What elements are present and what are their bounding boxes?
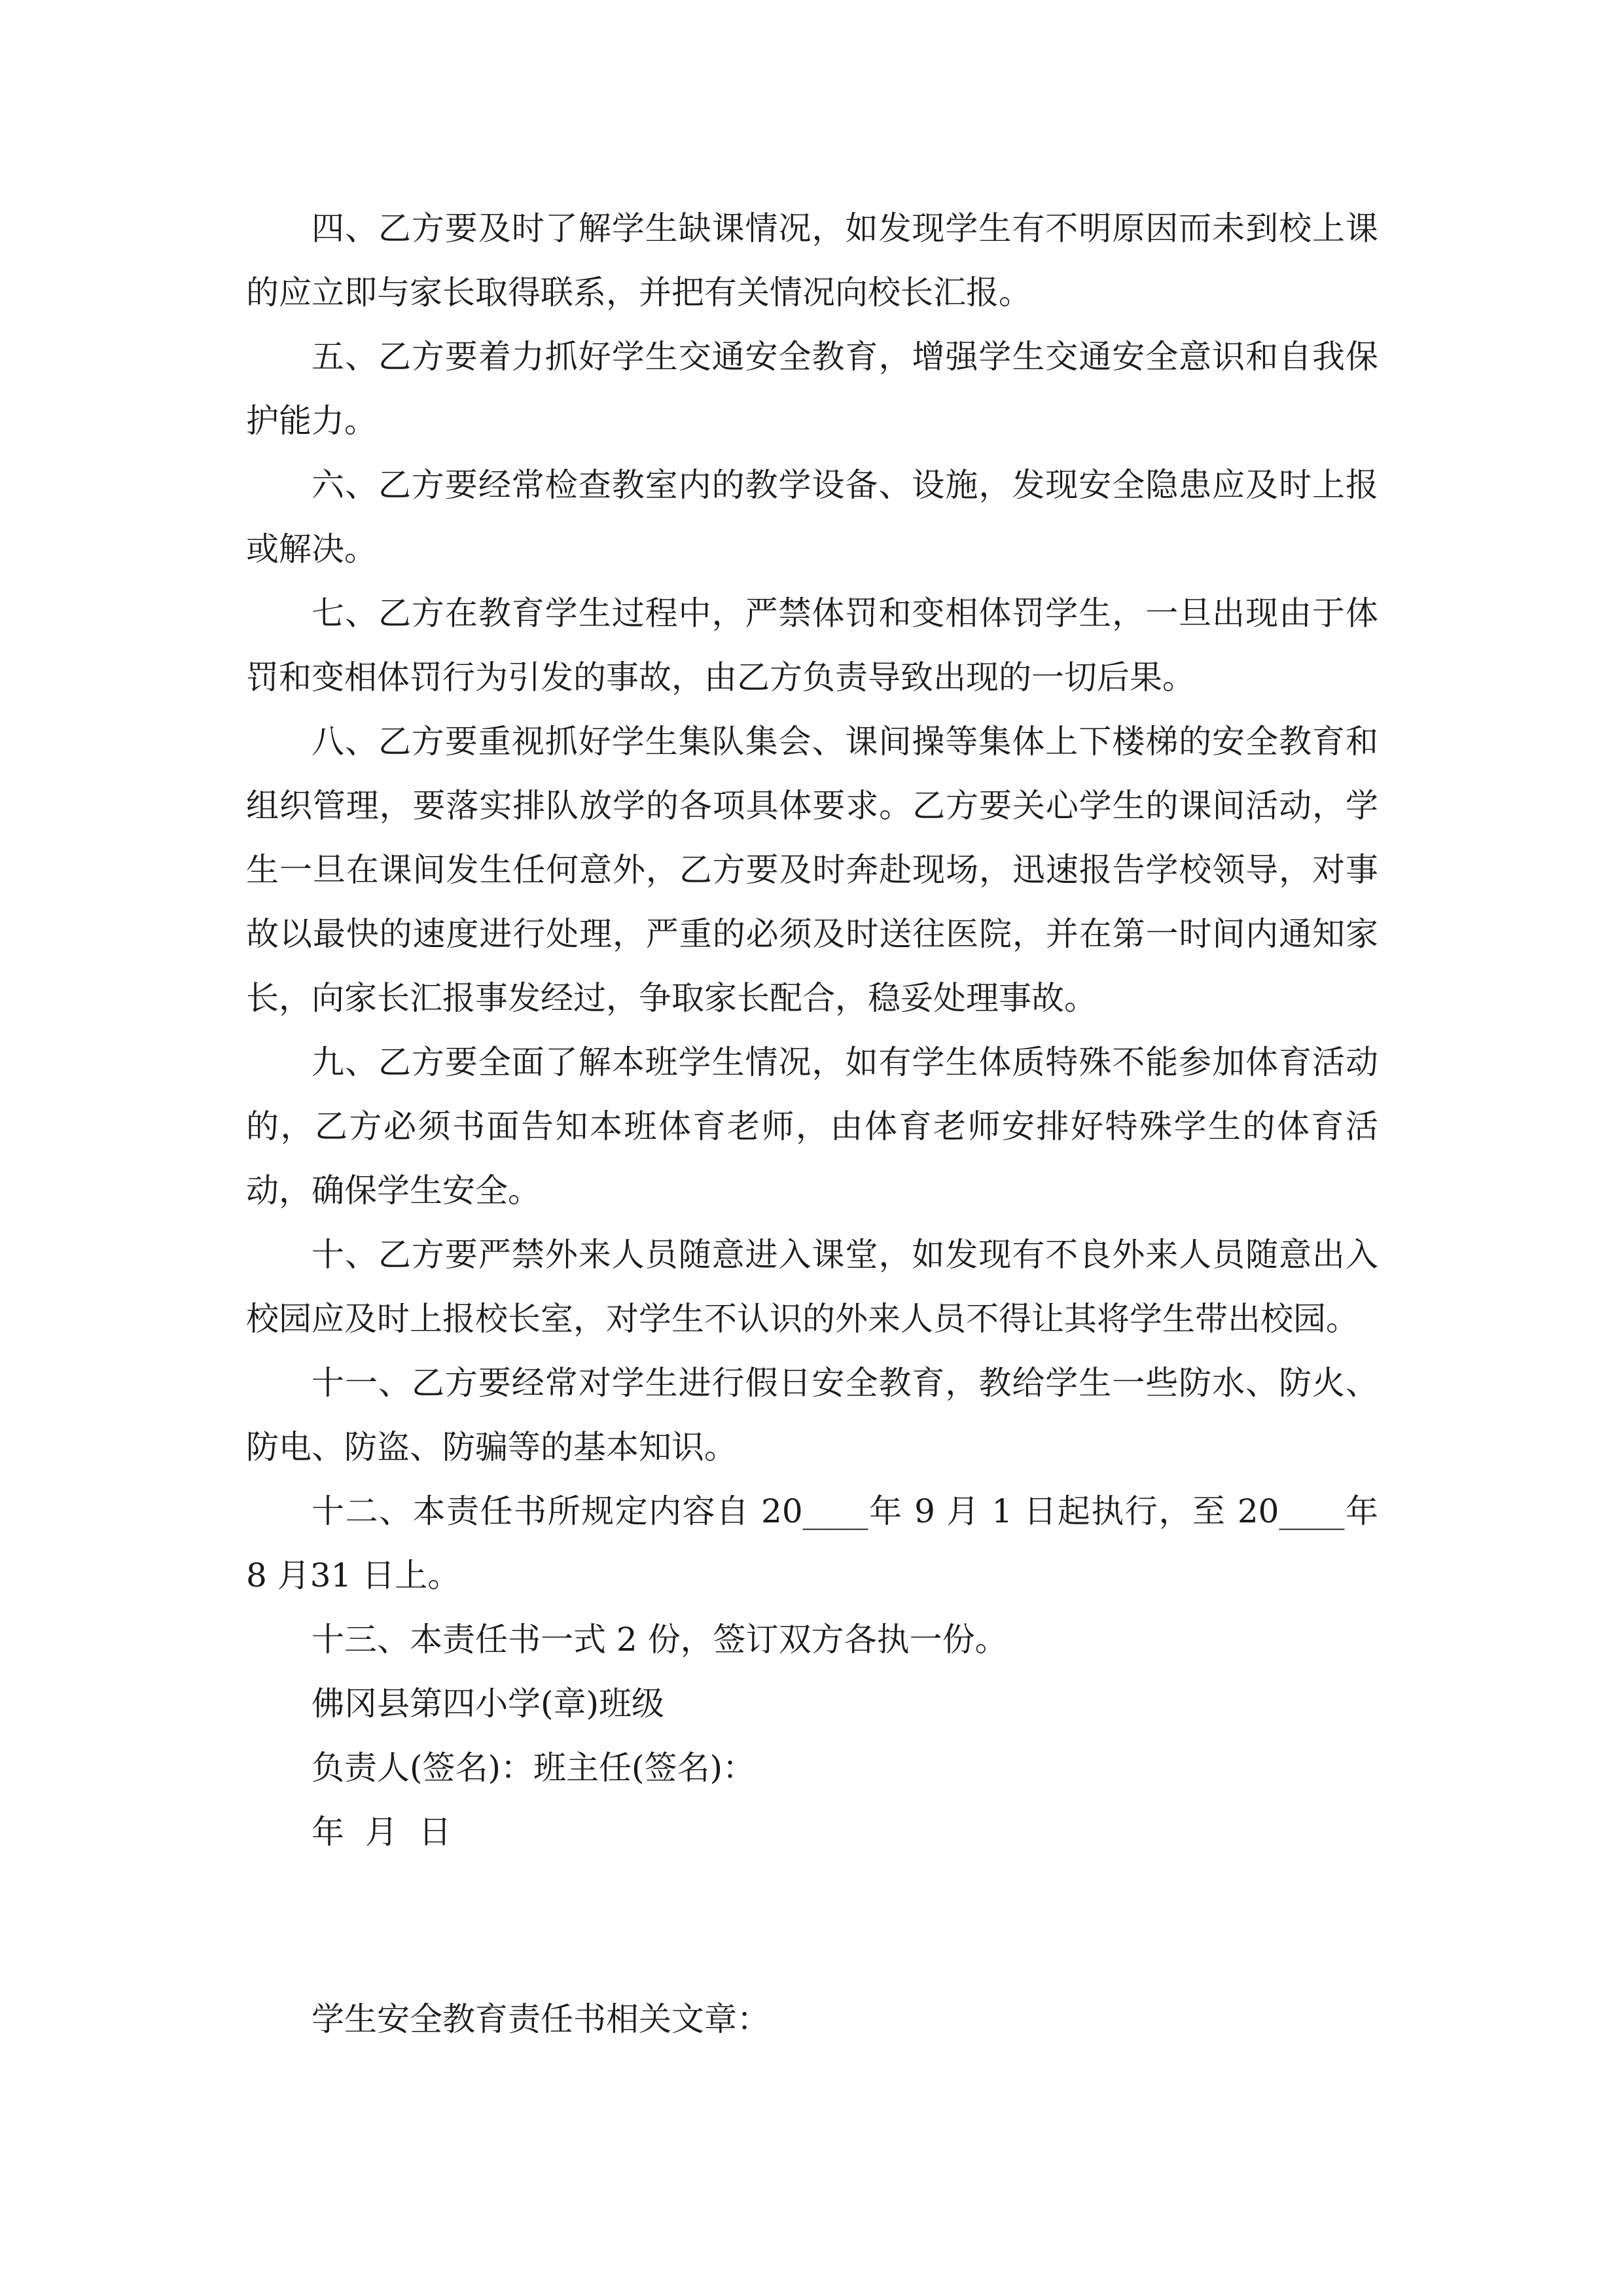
signature-date-line: 年 月 日	[312, 1813, 452, 1851]
signature-names-line: 负责人(签名)：班主任(签名)：	[312, 1749, 756, 1787]
clause-7: 七、乙方在教育学生过程中，严禁体罚和变相体罚学生，一旦出现由于体罚和变相体罚行为引发的事故，由乙方负责导致出现的一切后果。	[246, 594, 1378, 696]
document-body	[246, 196, 1389, 1864]
related-articles-heading: 学生安全教育责任书相关文章：	[312, 2000, 770, 2038]
signature-school-line: 佛冈县第四小学(章)班级	[312, 1685, 665, 1723]
clause-4: 四、乙方要及时了解学生缺课情况，如发现学生有不明原因而未到校上课的应立即与家长取得联系，并把有关情况向校长汇报。	[246, 209, 1378, 312]
clause-12: 十二、本责任书所规定内容自 20____年 9 月 1 日起执行，至 20____年 8 月31 日上。	[246, 1492, 1389, 1594]
clause-6: 六、乙方要经常检查教室内的教学设备、设施，发现安全隐患应及时上报或解决。	[246, 466, 1378, 568]
clause-13: 十三、本责任书一式 2 份，签订双方各执一份。	[312, 1621, 1008, 1659]
clause-10: 十、乙方要严禁外来人员随意进入课堂，如发现有不良外来人员随意出入校园应及时上报校长室，对学生不认识的外来人员不得让其将学生带出校园。	[246, 1236, 1378, 1338]
clause-9: 九、乙方要全面了解本班学生情况，如有学生体质特殊不能参加体育活动的，乙方必须书面告知本班体育老师，由体育老师安排好特殊学生的体育活动，确保学生安全。	[246, 1043, 1378, 1210]
clause-11: 十一、乙方要经常对学生进行假日安全教育，教给学生一些防水、防火、防电、防盗、防骗等的基本知识。	[246, 1364, 1378, 1466]
clause-8: 八、乙方要重视抓好学生集队集会、课间操等集体上下楼梯的安全教育和组织管理，要落实排队放学的各项具体要求。乙方要关心学生的课间活动，学生一旦在课间发生任何意外，乙方要及时奔赴现场，迅速报告学校领导，对事故以最快的速度进行处理，严重的必须及时送往医院，并在第一时间内通知家长，向家长汇报事发经过，争取家长配合，稳妥处理事故。	[246, 723, 1378, 1017]
clause-5: 五、乙方要着力抓好学生交通安全教育，增强学生交通安全意识和自我保护能力。	[246, 338, 1378, 440]
